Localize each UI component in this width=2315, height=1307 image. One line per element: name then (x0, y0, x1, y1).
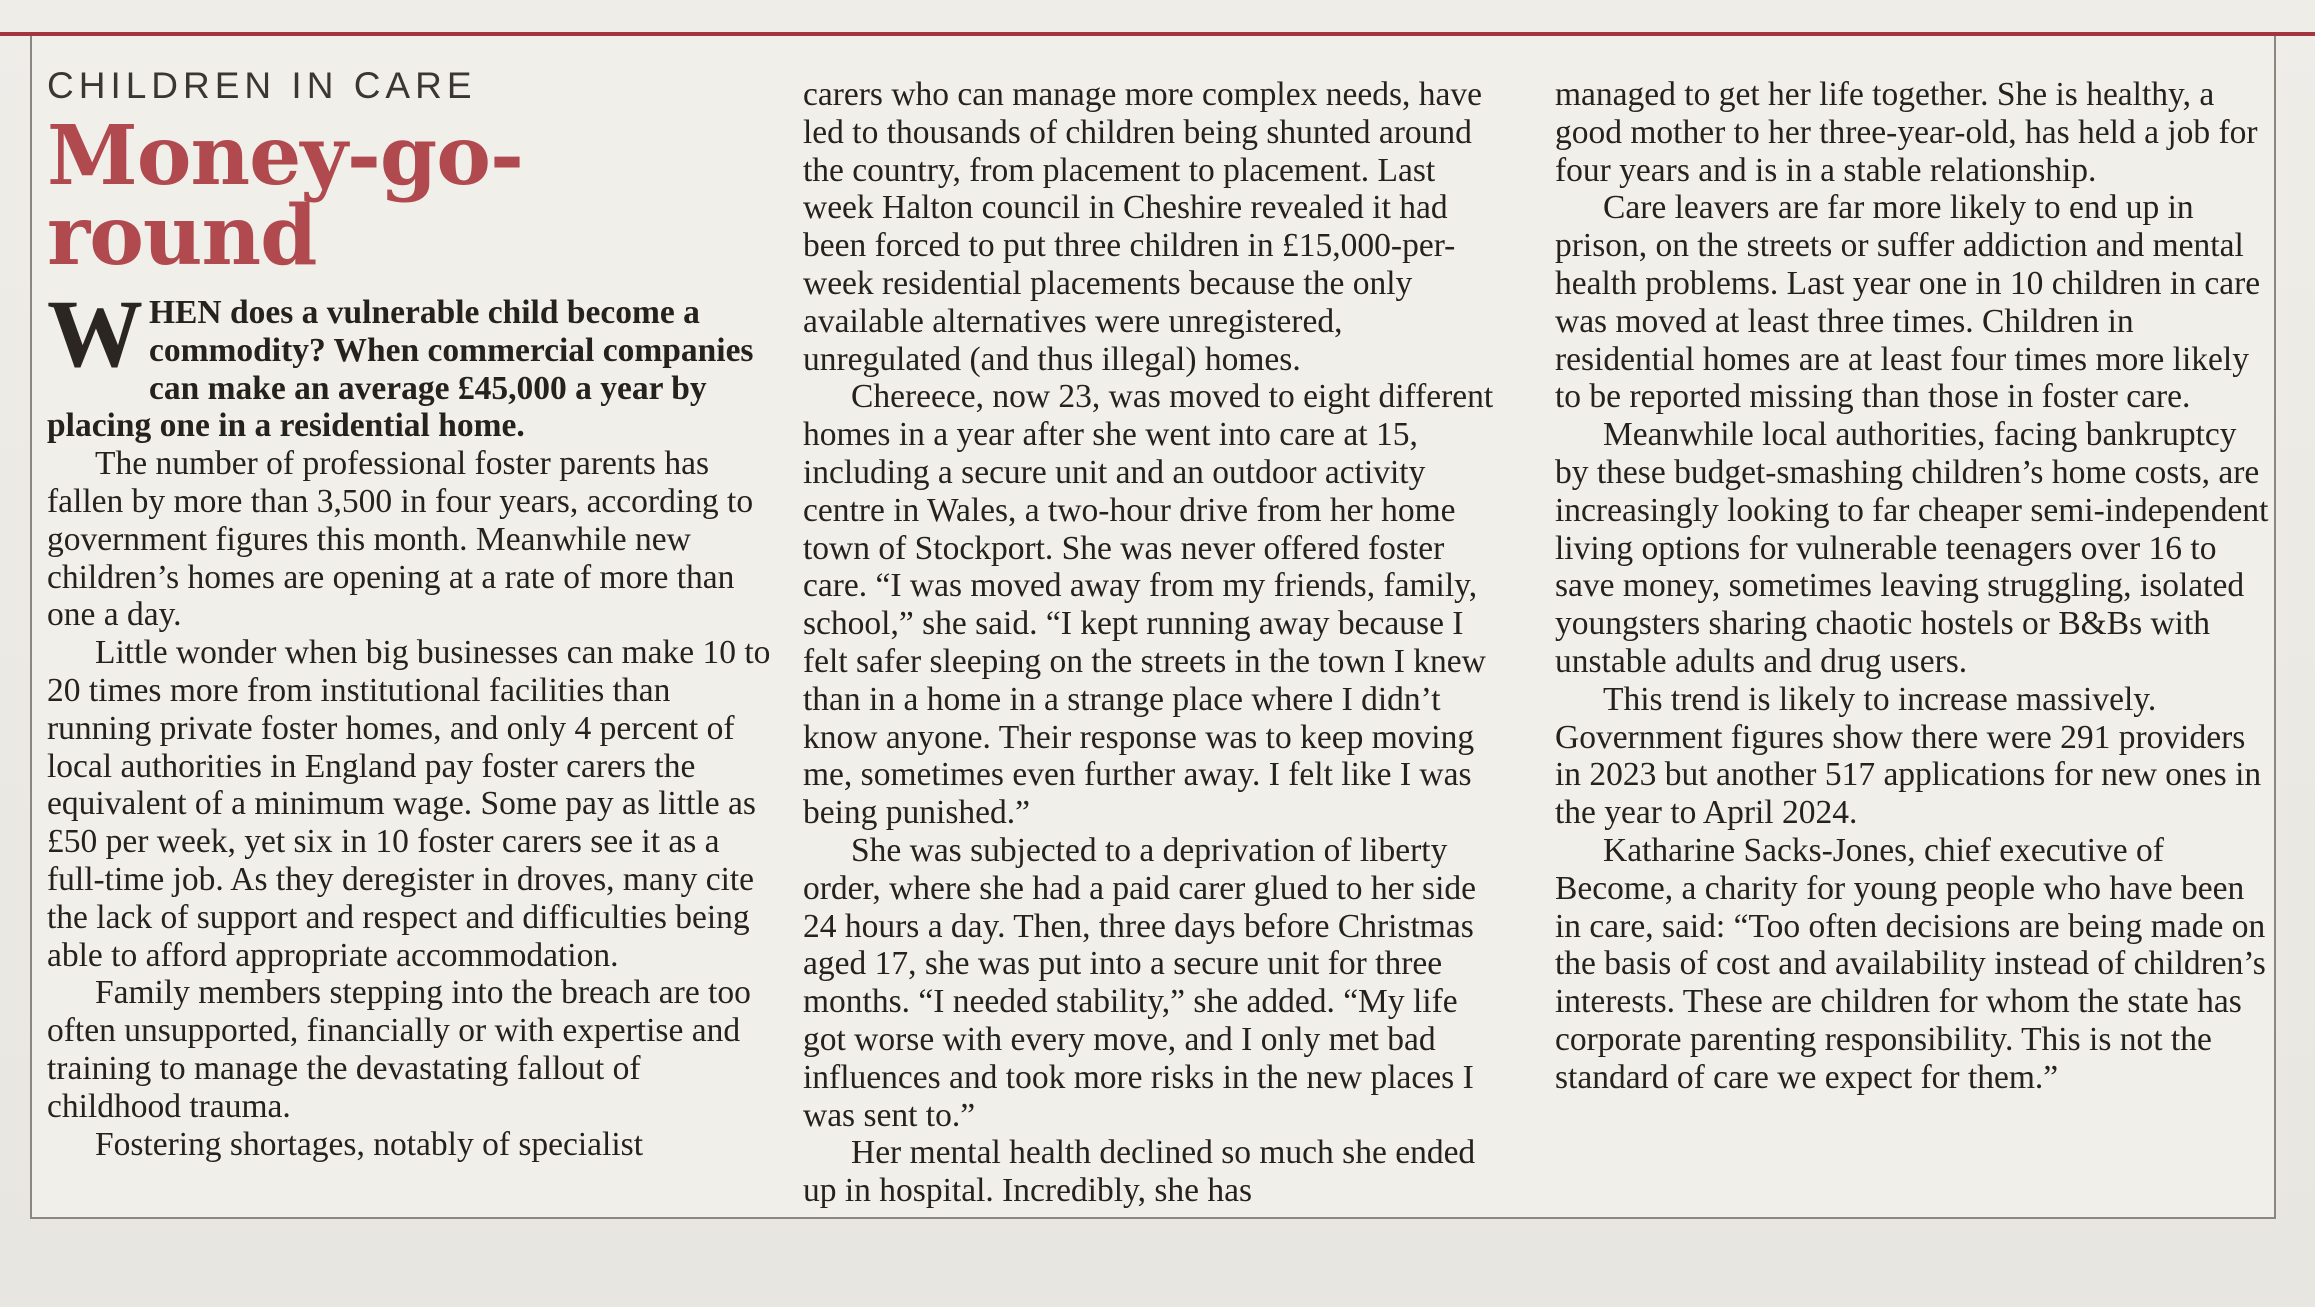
body-paragraph-10: This trend is likely to increase massively. Government figures show there were 291 providers in 2023 but another 517 applications for new ones in the year to April 2024. (1555, 680, 2262, 832)
body-paragraph-4-end: carers who can manage more complex needs, have led to thousands of children being shunted around the country, from placement to placement. Last week Halton council in Cheshire revealed it had been forced to put three children in £15,000-per-week residential placements because the only available alternatives were unregistered, unregulated (and thus illegal) homes. (803, 76, 1482, 378)
section-kicker: CHILDREN IN CARE (47, 65, 477, 106)
drop-cap: W (47, 280, 143, 387)
column-3 (1555, 76, 2270, 1097)
body-paragraph-7-start: Her mental health declined so much she ended up in hospital. Incredibly, she has (803, 1134, 1476, 1210)
body-paragraph-8: Care leavers are far more likely to end up in prison, on the streets or suffer addiction and mental health problems. Last year one in 10 children in care was moved at least three times. Children in residential homes are at least four times more likely to be reported missing than those in foster care. (1555, 189, 2261, 416)
body-paragraph-3: Family members stepping into the breach are too often unsupported, financially or with expertise and training to manage the devastating fallout of childhood trauma. (47, 974, 751, 1125)
body-paragraph-7-end: managed to get her life together. She is healthy, a good mother to her three-year-old, has held a job for four years and is in a stable relationship. (1555, 76, 2258, 189)
standfirst-paragraph (47, 280, 782, 445)
body-paragraph-6: She was subjected to a deprivation of liberty order, where she had a paid carer glued to her side 24 hours a day. Then, three days before Christmas aged 17, she was put into a secure unit for three months. “I needed stability,” she added. “My life got worse with every move, and I only met bad influences and took more risks in the new places I was sent to.” (803, 831, 1477, 1134)
body-paragraph-2: Little wonder when big businesses can make 10 to 20 times more from institutional facilities than running private foster homes, and only 4 percent of local authorities in England pay foster carers the equivalent of a minimum wage. Some pay as little as £50 per week, yet six in 10 foster carers see it as a full-time job. As they deregister in droves, many cite the lack of support and respect and difficulties being able to afford appropriate accommodation. (47, 634, 771, 974)
column-1 (47, 64, 782, 1163)
body-paragraph-9: Meanwhile local authorities, facing bankruptcy by these budget-smashing children’s home costs, are increasingly looking to far cheaper semi-independent living options for vulnerable teenagers over 16 to save money, sometimes leaving struggling, isolated youngsters sharing chaotic hostels or B&Bs with unstable adults and drug users. (1555, 416, 2269, 680)
headline: Money-go-round (47, 108, 523, 284)
standfirst-text: HEN does a vulnerable child become a commodity? When commercial companies can make an average £45,000 a year by placing one in a residential home. (47, 294, 754, 445)
body-paragraph-4-start: Fostering shortages, notably of specialist (95, 1125, 644, 1163)
body-paragraph-1: The number of professional foster parents has fallen by more than 3,500 in four years, according to government figures this month. Meanwhile new children’s homes are opening at a rate of more than one a day. (47, 445, 754, 634)
column-2 (803, 76, 1508, 1210)
body-paragraph-11: Katharine Sacks-Jones, chief executive of Become, a charity for young people who have been in care, said: “Too often decisions are being made on the basis of cost and availability instead of children’s interests. These are children for whom the state has corporate parenting responsibility. This is not the standard of care we expect for them.” (1555, 831, 2266, 1096)
body-paragraph-5: Chereece, now 23, was moved to eight different homes in a year after she went into care at 15, including a secure unit and an outdoor activity centre in Wales, a two-hour drive from her home town of Stockport. She was never offered foster care. “I was moved away from my friends, family, school,” she said. “I kept running away because I felt safer sleeping on the streets in the town I knew than in a home in a strange place where I didn’t know anyone. Their response was to keep moving me, sometimes even further away. I felt like I was being punished.” (803, 378, 1494, 832)
